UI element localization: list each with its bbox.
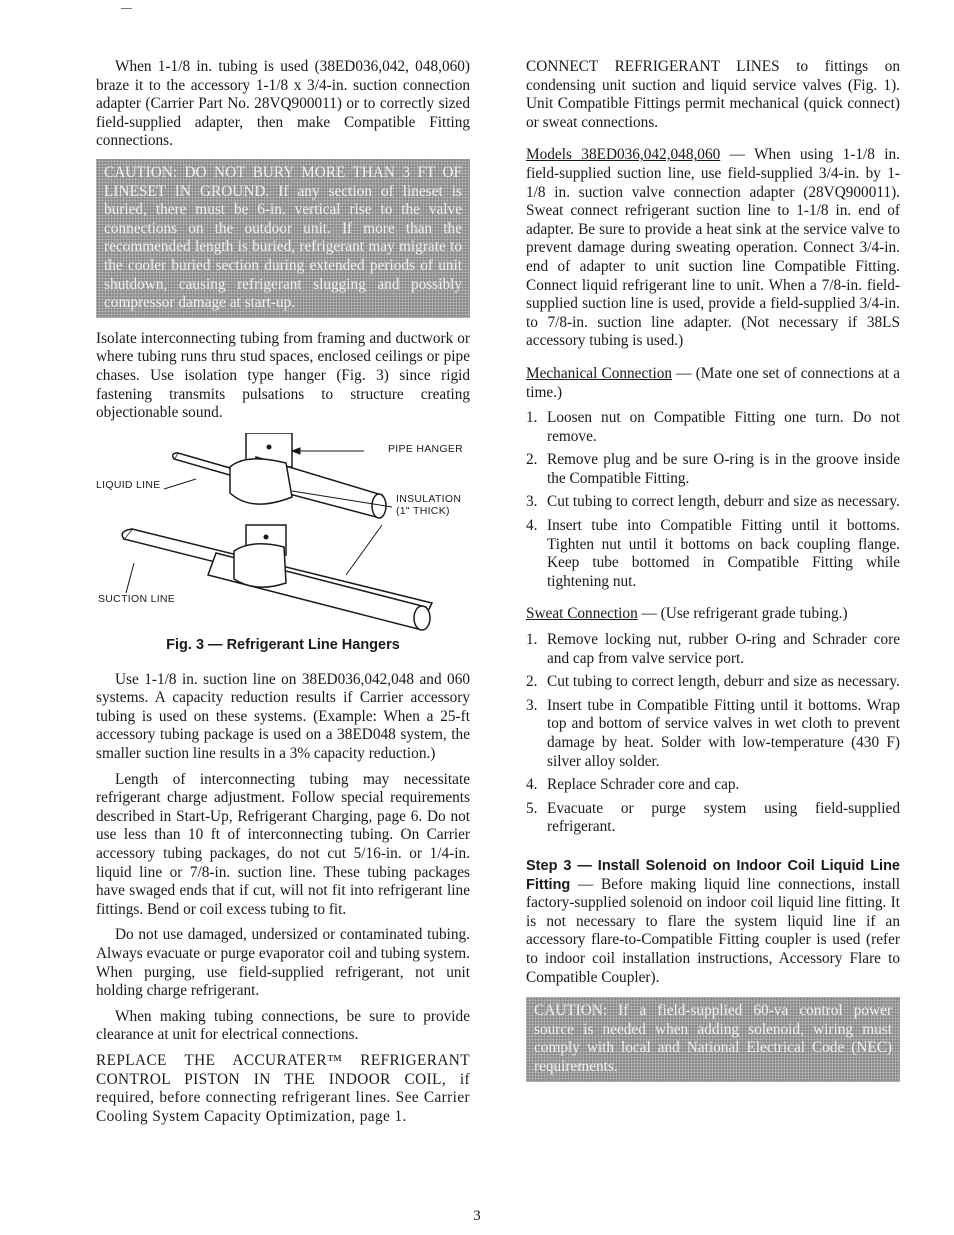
list-item: 4. Insert tube into Compatible Fitting until it bottoms. Tighten nut until it bottoms on back coupling flange. Keep tube bottomed in Compatible Fitting while tightening nut. (526, 517, 900, 590)
insulation-label: INSULATION (1" THICK) (396, 492, 462, 517)
list-item: 2. Cut tubing to correct length, deburr and size as necessary. (526, 673, 900, 691)
tubing-paragraph: When 1-1/8 in. tubing is used (38ED036,042, 048,060) braze it to the accessory 1-1/8 x 3/4-in. suction connection adapter (Carrier Part No. 28VQ900011) or to correctly sized field-supplied adapter, then make Compatible Fitting connections. (96, 58, 470, 150)
mechanical-connection-paragraph (526, 365, 900, 402)
clearance-paragraph: When making tubing connections, be sure to provide clearance at unit for electrical connections. (96, 1007, 470, 1044)
models-text: — When using 1-1/8 in. field-supplied suction line, use field-supplied 3/4-in. by 1-1/8 in. suction valve connection adapter (28VQ900011). Sweat connect refrigerant suction line to 1-1/8 in. end of adapter. Be sure to provide a heat sink at the service valve to prevent damage during sweating operation. Connect 3/4-in. end of adapter to unit suction line Compatible Fitting. Connect liquid refrigerant line to unit. When a 7/8-in. field-supplied suction line is used, provide a field-supplied 3/4-in. to 7/8-in. suction line adapter. (Not necessary if 38LS accessory tubing is used.) (526, 146, 900, 350)
list-item: 3. Cut tubing to correct length, deburr and size as necessary. (526, 493, 900, 511)
sweat-connection-text: — (Use refrigerant grade tubing.) (637, 605, 848, 623)
mechanical-connection-text: — (Mate one set of connections at a time.) (526, 364, 900, 401)
mechanical-steps-list (526, 409, 900, 591)
list-item: 4. Replace Schrader core and cap. (526, 776, 740, 794)
list-item: 2. Remove plug and be sure O-ring is in the groove inside the Compatible Fitting. (526, 451, 900, 487)
step3-text: — Before making liquid line connections, install factory-supplied solenoid on indoor coil liquid line fitting. It is not necessary to flare the system liquid line if an accessory flare-to-Compatible Fitting coupler is used (refer to indoor coil installation instructions, Accessory Flare to Compatible Coupler). (526, 875, 900, 986)
pipe-hanger-label: PIPE HANGER (388, 442, 464, 455)
list-item: 1. Remove locking nut, rubber O-ring and Schrader core and cap from valve service port. (526, 631, 900, 667)
page-number: 3 (473, 1208, 481, 1224)
suction-line-label: SUCTION LINE (98, 592, 176, 605)
right-column (526, 58, 900, 1094)
suction-line-paragraph: Use 1-1/8 in. suction line on 38ED036,042,048 and 060 systems. A capacity reduction results if Carrier accessory tubing is used on these systems. (Example: When a 25-ft accessory tubing package is used on a 38ED048 system, the smaller suction line results in a 3% capacity reduction.) (96, 670, 470, 763)
models-heading: Models 38ED036,042,048,060 (526, 146, 721, 164)
caution-box-lineset: CAUTION: DO NOT BURY MORE THAN 3 FT OF LINESET IN GROUND. If any section of lineset is buried, there must be 6-in. vertical rise to the valve connections on the outdoor unit. If more than the recommended length is buried, refrigerant may migrate to the cooler buried section during extended periods of unit shutdown, causing refrigerant slugging and possibly compressor damage at start-up. (96, 159, 470, 318)
page-top-mark (121, 8, 132, 9)
models-paragraph (526, 146, 900, 351)
connect-lines-paragraph: CONNECT REFRIGERANT LINES to fittings on condensing unit suction and liquid service valves (Fig. 1). Unit Compatible Fittings permit mechanical (quick connect) or sweat connections. (526, 58, 900, 131)
list-item: 3. Insert tube in Compatible Fitting until it bottoms. Wrap top and bottom of service valves in wet cloth to prevent damage by heat. Solder with low-temperature (430 F) silver alloy solder. (526, 696, 900, 770)
sweat-connection-heading: Sweat Connection (526, 605, 638, 623)
damaged-tubing-paragraph: Do not use damaged, undersized or contaminated tubing. Always evacuate or purge evaporator coil and tubing system. When purging, use field-supplied refrigerant, not unit holding charge refrigerant. (96, 926, 470, 1000)
list-item: 1. Loosen nut on Compatible Fitting one turn. Do not remove. (526, 409, 900, 445)
replace-piston-paragraph: REPLACE THE ACCURATER™ REFRIGERANT CONTROL PISTON IN THE INDOOR COIL, if required, before connecting refrigerant lines. See Carrier Cooling System Capacity Optimization, page 1. (96, 1051, 470, 1125)
caution-box-solenoid: CAUTION: If a field-supplied 60-va control power source is needed when adding solenoid, wiring must comply with local and National Electrical Code (NEC) requirements. (526, 997, 900, 1081)
figure-caption: Fig. 3 — Refrigerant Line Hangers (166, 636, 400, 653)
sweat-connection-paragraph (526, 605, 900, 624)
mechanical-connection-heading: Mechanical Connection (526, 364, 673, 382)
tubing-length-paragraph: Length of interconnecting tubing may necessitate refrigerant charge adjustment. Follow special requirements described in Start-Up, Refrigerant Charging, page 6. Do not use less than 10 ft of interconnecting tubing. On Carrier accessory tubing packages, do not cut 5/16-in. or 1/4-in. liquid line or 7/8-in. suction line. These tubing packages have swaged ends that if cut, will not fit into refrigerant line fittings. Bend or coil excess tubing to fit. (96, 770, 470, 918)
figure-line-hangers (96, 433, 470, 633)
step3-heading: Step 3 — Install Solenoid on Indoor Coil Liquid Line Fitting (526, 857, 900, 893)
isolate-paragraph: Isolate interconnecting tubing from framing and ductwork or where tubing runs thru stud spaces, enclosed ceilings or pipe chases. Use isolation type hanger (Fig. 3) since rigid fastening transmits pulsations to structure creating objectionable sound. (96, 329, 470, 422)
sweat-steps-list (526, 631, 900, 837)
left-column (96, 58, 470, 1133)
list-item: 5. Evacuate or purge system using field-supplied refrigerant. (526, 799, 900, 836)
liquid-line-label: LIQUID LINE (96, 478, 161, 491)
step3-paragraph (526, 857, 900, 987)
